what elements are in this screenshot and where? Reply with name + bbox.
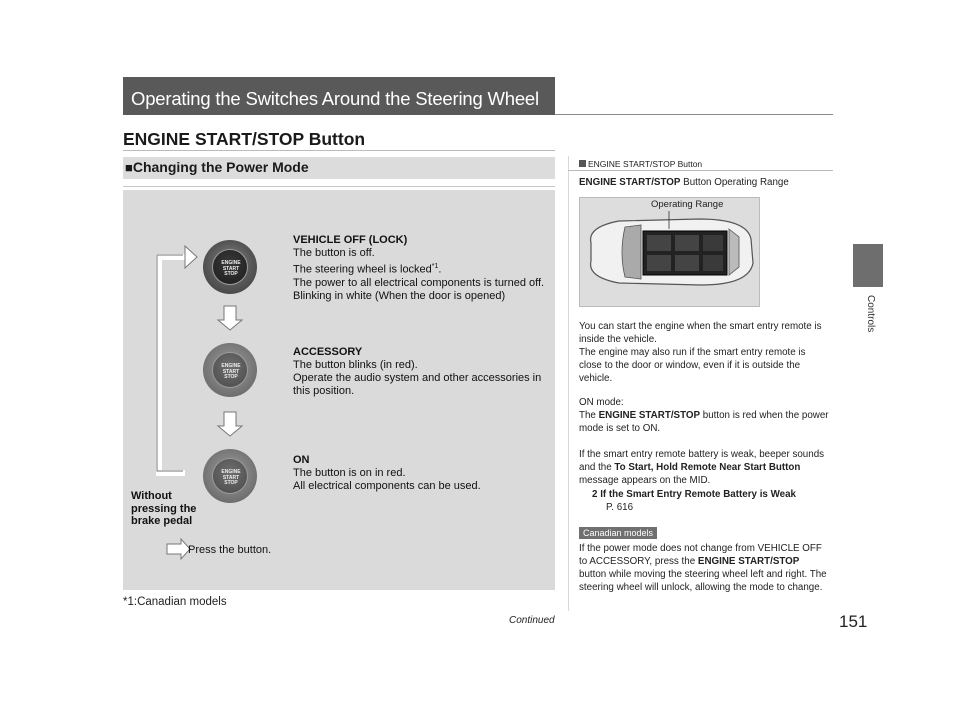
- subsection-title: Changing the Power Mode: [132, 159, 309, 175]
- side-tab: [844, 295, 894, 345]
- side-tab-block: [853, 244, 883, 287]
- state-line: The button blinks (in red).: [293, 359, 418, 371]
- engine-start-button-accessory-icon: ENGINE START STOP: [203, 343, 257, 397]
- loop-line: [159, 257, 185, 473]
- engine-start-button-off-icon: ENGINE START STOP: [203, 240, 257, 294]
- operating-range-label: Operating Range: [651, 199, 724, 210]
- state-vehicle-off: [293, 234, 545, 303]
- without-pedal-caption: Without pressing the brake pedal: [131, 490, 197, 527]
- section-rule: [123, 150, 555, 151]
- down-arrow-2: [218, 412, 242, 436]
- note-header: ENGINE START/STOP Button: [579, 159, 702, 169]
- state-accessory: [293, 346, 545, 398]
- page-title-bar: [123, 77, 555, 115]
- note-paragraph-2: The engine may also run if the smart entry remote is close to the door or window, even if it is outside the vehicle.: [579, 347, 806, 384]
- subsection-marker: ■: [125, 160, 133, 175]
- footnote: *1:Canadian models: [123, 596, 227, 608]
- title-rule: [555, 114, 833, 115]
- state-line: The button is on in red.: [293, 467, 406, 479]
- subsection-bar: [123, 157, 555, 179]
- note-divider: [568, 156, 569, 611]
- side-tab-label: Controls: [865, 295, 876, 333]
- reference-arrow-icon: 2: [592, 489, 598, 500]
- cross-reference-page: P. 616: [606, 502, 634, 513]
- state-line: Blinking in white (When the door is opened): [293, 289, 506, 302]
- state-on: [293, 454, 545, 493]
- state-line: Operate the audio system and other accessories in this position.: [293, 372, 542, 397]
- note-header-rule: [568, 170, 833, 171]
- section-title: ENGINE START/STOP Button: [123, 129, 366, 149]
- car-icon: [591, 219, 753, 285]
- state-line: The power to all electrical components is turned off.: [293, 276, 545, 289]
- note-paragraph-5: If the power mode does not change from VEHICLE OFF to ACCESSORY, press the ENGINE START/STOP button while moving the steering wheel left and right. The steering wheel will unlock, allowing the mode to change.: [579, 543, 827, 593]
- note-paragraph-3: The ENGINE START/STOP button is red when the power mode is set to ON.: [579, 410, 829, 434]
- state-heading: VEHICLE OFF (LOCK): [293, 234, 408, 246]
- state-line: The button is off.: [293, 247, 375, 259]
- press-button-caption: Press the button.: [188, 544, 272, 556]
- state-heading: ON: [293, 454, 310, 466]
- cross-reference-link[interactable]: 2 If the Smart Entry Remote Battery is Weak: [592, 489, 797, 500]
- canadian-models-badge: Canadian models: [579, 527, 657, 539]
- down-arrow-1: [218, 306, 242, 330]
- press-arrow: [167, 539, 190, 559]
- subsection-heading: [125, 159, 309, 175]
- state-heading: ACCESSORY: [293, 346, 363, 358]
- state-line: The steering wheel is locked$^{*1}$.: [293, 263, 442, 276]
- car-top-view: [579, 197, 760, 307]
- note-marker-icon: [579, 160, 586, 167]
- state-line: All electrical components can be used.: [293, 480, 481, 492]
- note-paragraph-1: You can start the engine when the smart entry remote is inside the vehicle.: [579, 321, 822, 345]
- page-title: Operating the Switches Around the Steering Wheel: [131, 88, 539, 109]
- note-paragraph-4: If the smart entry remote battery is weak, beeper sounds and the To Start, Hold Remote Near Start Button message appears on the MID.: [579, 449, 825, 486]
- page-number: 151: [839, 612, 868, 631]
- note-on-mode-heading: ON mode:: [579, 397, 624, 408]
- loop-arrow-head: [185, 246, 197, 268]
- subsection-rule: [123, 186, 555, 187]
- continued-label: Continued: [509, 615, 555, 626]
- range-title: ENGINE START/STOP Button Operating Range: [579, 177, 789, 188]
- engine-start-button-on-icon: ENGINE START STOP: [203, 449, 257, 503]
